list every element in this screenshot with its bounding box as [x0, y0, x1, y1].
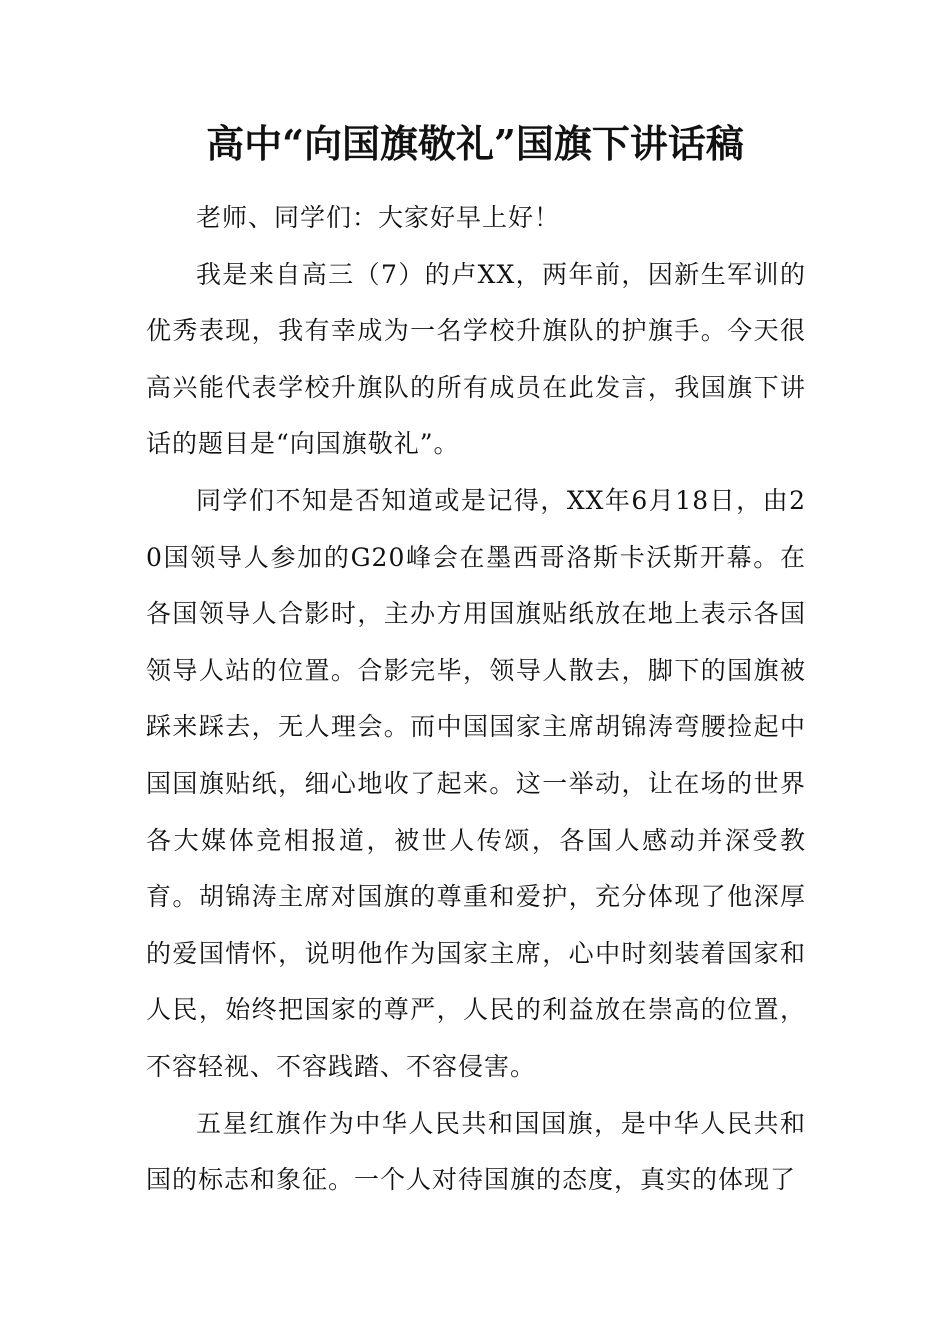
- paragraph-g20-story: 同学们不知是否知道或是记得，XX年6月18日，由20国领导人参加的G20峰会在墨西哥洛斯卡沃斯开幕。在各国领导人合影时，主办方用国旗贴纸放在地上表示各国领导人站的位置。合影完毕，领导人散去，脚下的国旗被踩来踩去，无人理会。而中国国家主席胡锦涛弯腰捡起中国国旗贴纸，细心地收了起来。这一举动，让在场的世界各大媒体竞相报道，被世人传颂，各国人感动并深受教育。胡锦涛主席对国旗的尊重和爱护，充分体现了他深厚的爱国情怀，说明他作为国家主席，心中时刻装着国家和人民，始终把国家的尊严，人民的利益放在崇高的位置，不容轻视、不容践踏、不容侵害。: [146, 485, 806, 1081]
- document-body: [146, 190, 806, 1209]
- paragraph-introduction: 我是来自高三（7）的卢XX，两年前，因新生军训的优秀表现，我有幸成为一名学校升旗队的护旗手。今天很高兴能代表学校升旗队的所有成员在此发言，我国旗下讲话的题目是“向国旗敬礼”。: [146, 259, 806, 459]
- paragraph-greeting: 老师、同学们：大家好早上好！: [196, 203, 561, 232]
- document-title: 高中“向国旗敬礼”国旗下讲话稿: [206, 121, 744, 166]
- paragraph-flag-symbol: 五星红旗作为中华人民共和国国旗，是中华人民共和国的标志和象征。一个人对待国旗的态度，真实的体现了: [146, 1108, 806, 1195]
